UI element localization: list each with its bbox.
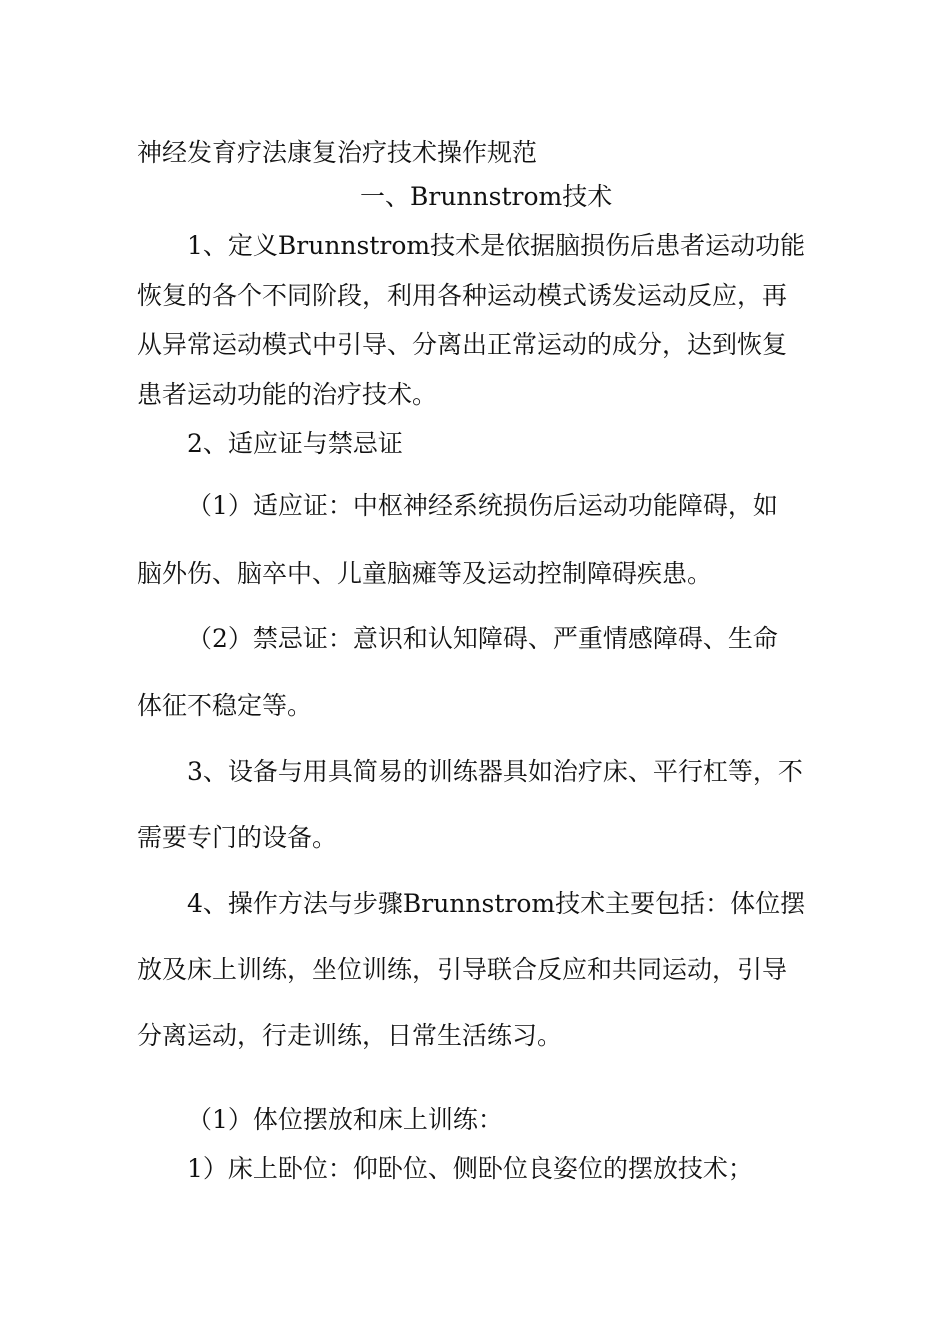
paragraph-line: 从异常运动模式中引导、分离出正常运动的成分，达到恢复 xyxy=(137,330,788,359)
subheading-line: 2、适应证与禁忌证 xyxy=(187,429,403,458)
section-heading: 一、Brunnstrom技术 xyxy=(360,182,613,211)
paragraph-line: 3、设备与用具简易的训练器具如治疗床、平行杠等，不 xyxy=(187,757,803,786)
paragraph-line: 患者运动功能的治疗技术。 xyxy=(137,380,438,409)
paragraph-line: （2）禁忌证：意识和认知障碍、严重情感障碍、生命 xyxy=(187,624,778,653)
paragraph-line: 需要专门的设备。 xyxy=(137,823,338,852)
subheading-line: （1）体位摆放和床上训练： xyxy=(187,1105,503,1134)
paragraph-line: 体征不稳定等。 xyxy=(137,691,313,720)
paragraph-line: （1）适应证：中枢神经系统损伤后运动功能障碍，如 xyxy=(187,491,778,520)
document-title: 神经发育疗法康复治疗技术操作规范 xyxy=(137,138,538,167)
paragraph-line: 恢复的各个不同阶段，利用各种运动模式诱发运动反应，再 xyxy=(137,281,788,310)
paragraph-line: 分离运动，行走训练，日常生活练习。 xyxy=(137,1021,563,1050)
paragraph-line: 脑外伤、脑卒中、儿童脑瘫等及运动控制障碍疾患。 xyxy=(137,559,713,588)
paragraph-line: 4、操作方法与步骤Brunnstrom技术主要包括：体位摆 xyxy=(187,889,806,918)
paragraph-line: 1）床上卧位：仰卧位、侧卧位良姿位的摆放技术； xyxy=(187,1154,753,1183)
paragraph-line: 1、定义Brunnstrom技术是依据脑损伤后患者运动功能 xyxy=(187,231,806,260)
paragraph-line: 放及床上训练，坐位训练，引导联合反应和共同运动，引导 xyxy=(137,955,788,984)
